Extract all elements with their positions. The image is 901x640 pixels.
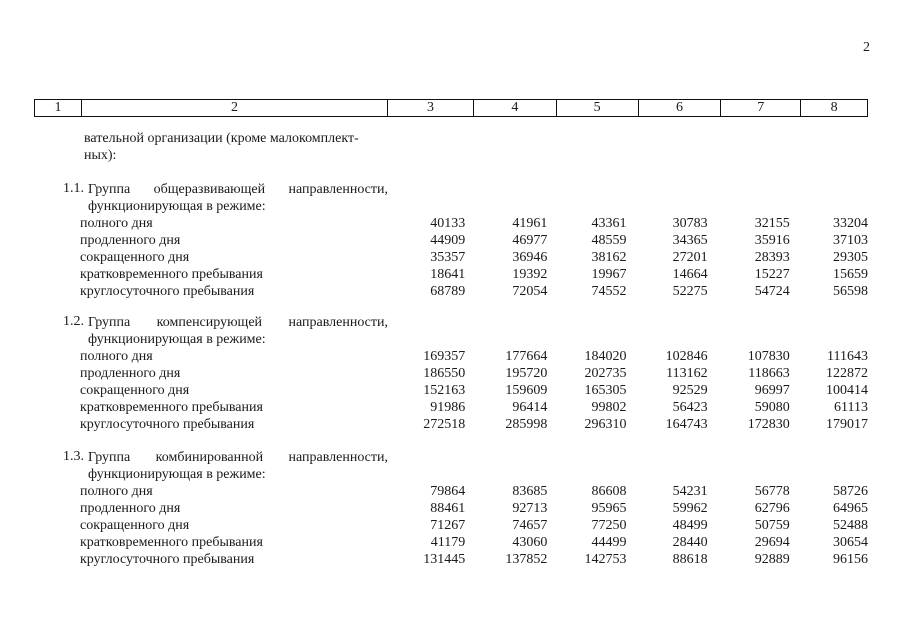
value-cell: 74657: [512, 518, 548, 533]
header-cell-3: 3: [388, 100, 474, 116]
table-row: [34, 266, 868, 283]
header-cell-4: 4: [474, 100, 557, 116]
value-cell: 179017: [826, 417, 868, 432]
value-cell: 285998: [505, 417, 548, 432]
table-row: [34, 483, 868, 500]
value-cell: 38162: [591, 250, 627, 265]
value-cell: 50759: [754, 518, 790, 533]
value-cell: 88461: [430, 501, 466, 516]
intro-line-1: вательной организации (кроме малокомплект-: [84, 131, 359, 146]
section-number: 1.2.: [63, 314, 84, 329]
value-cell: 122872: [826, 366, 868, 381]
section-1-1: [34, 181, 868, 300]
value-cell: 202735: [584, 366, 627, 381]
value-cell: 92713: [512, 501, 548, 516]
value-cell: 34365: [672, 233, 708, 248]
value-cell: 54231: [672, 484, 708, 499]
value-cell: 92889: [754, 552, 790, 567]
row-label: продленного дня: [80, 366, 181, 381]
value-cell: 169357: [423, 349, 466, 364]
table-header-row: [34, 99, 868, 117]
value-cell: 30783: [672, 216, 708, 231]
value-cell: 61113: [834, 400, 868, 415]
section-subtitle: функционирующая в режиме:: [88, 332, 266, 347]
header-cell-7: 7: [721, 100, 801, 116]
value-cell: 64965: [833, 501, 868, 516]
value-cell: 99802: [591, 400, 627, 415]
row-label: круглосуточного пребывания: [80, 284, 255, 299]
row-label: кратковременного пребывания: [80, 267, 263, 282]
value-cell: 118663: [748, 366, 790, 381]
section-title: Группа общеразвивающей направленности,: [88, 182, 388, 197]
value-cell: 59962: [672, 501, 708, 516]
section-number: 1.1.: [63, 181, 84, 196]
table-row: [34, 249, 868, 266]
value-cell: 46977: [512, 233, 548, 248]
value-cell: 164743: [665, 417, 708, 432]
value-cell: 102846: [665, 349, 708, 364]
row-label: сокращенного дня: [80, 383, 190, 398]
value-cell: 92529: [672, 383, 708, 398]
section-title: Группа компенсирующей направленности,: [88, 315, 388, 330]
value-cell: 96414: [512, 400, 548, 415]
value-cell: 177664: [505, 349, 548, 364]
value-cell: 165305: [584, 383, 627, 398]
value-cell: 41961: [512, 216, 548, 231]
value-cell: 59080: [754, 400, 790, 415]
value-cell: 96997: [754, 383, 790, 398]
header-cell-2: 2: [82, 100, 388, 116]
table-row: [34, 382, 868, 399]
value-cell: 88618: [672, 552, 708, 567]
value-cell: 71267: [430, 518, 466, 533]
value-cell: 83685: [512, 484, 548, 499]
value-cell: 272518: [423, 417, 466, 432]
value-cell: 56778: [754, 484, 790, 499]
header-cell-8: 8: [830, 100, 838, 115]
value-cell: 296310: [584, 417, 627, 432]
row-label: круглосуточного пребывания: [80, 552, 255, 567]
row-label: кратковременного пребывания: [80, 535, 263, 550]
value-cell: 15659: [833, 267, 868, 282]
row-label: полного дня: [80, 349, 153, 364]
table-row: [34, 517, 868, 534]
row-label: круглосуточного пребывания: [80, 417, 255, 432]
value-cell: 62796: [754, 501, 790, 516]
value-cell: 172830: [747, 417, 790, 432]
value-cell: 37103: [833, 233, 868, 248]
section-1-3: [34, 449, 868, 568]
value-cell: 19967: [591, 267, 627, 282]
value-cell: 131445: [423, 552, 466, 567]
value-cell: 14664: [672, 267, 708, 282]
value-cell: 77250: [591, 518, 627, 533]
value-cell: 52275: [672, 284, 708, 299]
value-cell: 48559: [591, 233, 627, 248]
value-cell: 54724: [754, 284, 790, 299]
value-cell: 184020: [584, 349, 627, 364]
value-cell: 107830: [747, 349, 790, 364]
table-row: [34, 283, 868, 300]
value-cell: 44499: [591, 535, 627, 550]
value-cell: 35357: [430, 250, 466, 265]
table-row: [34, 416, 868, 433]
value-cell: 29305: [833, 250, 868, 265]
value-cell: 72054: [512, 284, 548, 299]
section-subtitle: функционирующая в режиме:: [88, 467, 266, 482]
value-cell: 28393: [754, 250, 790, 265]
table-row: [34, 365, 868, 382]
value-cell: 40133: [430, 216, 466, 231]
value-cell: 113162: [666, 366, 708, 381]
value-cell: 86608: [591, 484, 627, 499]
value-cell: 100414: [826, 383, 868, 398]
value-cell: 41179: [430, 535, 466, 550]
row-label: продленного дня: [80, 501, 181, 516]
value-cell: 48499: [672, 518, 708, 533]
row-label: полного дня: [80, 484, 153, 499]
value-cell: 44909: [430, 233, 466, 248]
table-row: [34, 215, 868, 232]
section-title: Группа комбинированной направленности,: [88, 450, 388, 465]
value-cell: 79864: [430, 484, 466, 499]
value-cell: 29694: [754, 535, 790, 550]
intro-text: [84, 130, 384, 164]
value-cell: 35916: [754, 233, 790, 248]
value-cell: 142753: [584, 552, 627, 567]
value-cell: 152163: [423, 383, 466, 398]
value-cell: 15227: [754, 267, 790, 282]
value-cell: 159609: [505, 383, 548, 398]
value-cell: 58726: [833, 484, 868, 499]
value-cell: 186550: [423, 366, 466, 381]
value-cell: 30654: [833, 535, 868, 550]
table-row: [34, 551, 868, 568]
value-cell: 27201: [672, 250, 708, 265]
value-cell: 95965: [591, 501, 627, 516]
section-1-2: [34, 314, 868, 433]
value-cell: 137852: [505, 552, 548, 567]
row-label: сокращенного дня: [80, 518, 190, 533]
value-cell: 56598: [833, 284, 868, 299]
value-cell: 43060: [512, 535, 548, 550]
value-cell: 18641: [430, 267, 466, 282]
value-cell: 56423: [672, 400, 708, 415]
row-label: полного дня: [80, 216, 153, 231]
value-cell: 96156: [833, 552, 868, 567]
table-row: [34, 534, 868, 551]
table-row: [34, 500, 868, 517]
value-cell: 68789: [430, 284, 466, 299]
value-cell: 36946: [512, 250, 548, 265]
table-row: [34, 348, 868, 365]
value-cell: 33204: [833, 216, 868, 231]
header-cell-6: 6: [639, 100, 722, 116]
row-label: сокращенного дня: [80, 250, 190, 265]
value-cell: 43361: [591, 216, 627, 231]
intro-line-2: ных):: [84, 148, 117, 163]
row-label: продленного дня: [80, 233, 181, 248]
value-cell: 19392: [512, 267, 548, 282]
section-subtitle: функционирующая в режиме:: [88, 199, 266, 214]
section-number: 1.3.: [63, 449, 84, 464]
header-cell-1: 1: [35, 100, 82, 116]
value-cell: 111643: [827, 349, 868, 364]
value-cell: 74552: [591, 284, 627, 299]
value-cell: 32155: [754, 216, 790, 231]
header-cell-5: 5: [557, 100, 639, 116]
value-cell: 28440: [672, 535, 708, 550]
value-cell: 195720: [505, 366, 548, 381]
value-cell: 91986: [430, 400, 466, 415]
table-row: [34, 232, 868, 249]
page-number: 2: [863, 40, 870, 55]
row-label: кратковременного пребывания: [80, 400, 263, 415]
table-row: [34, 399, 868, 416]
value-cell: 52488: [833, 518, 868, 533]
